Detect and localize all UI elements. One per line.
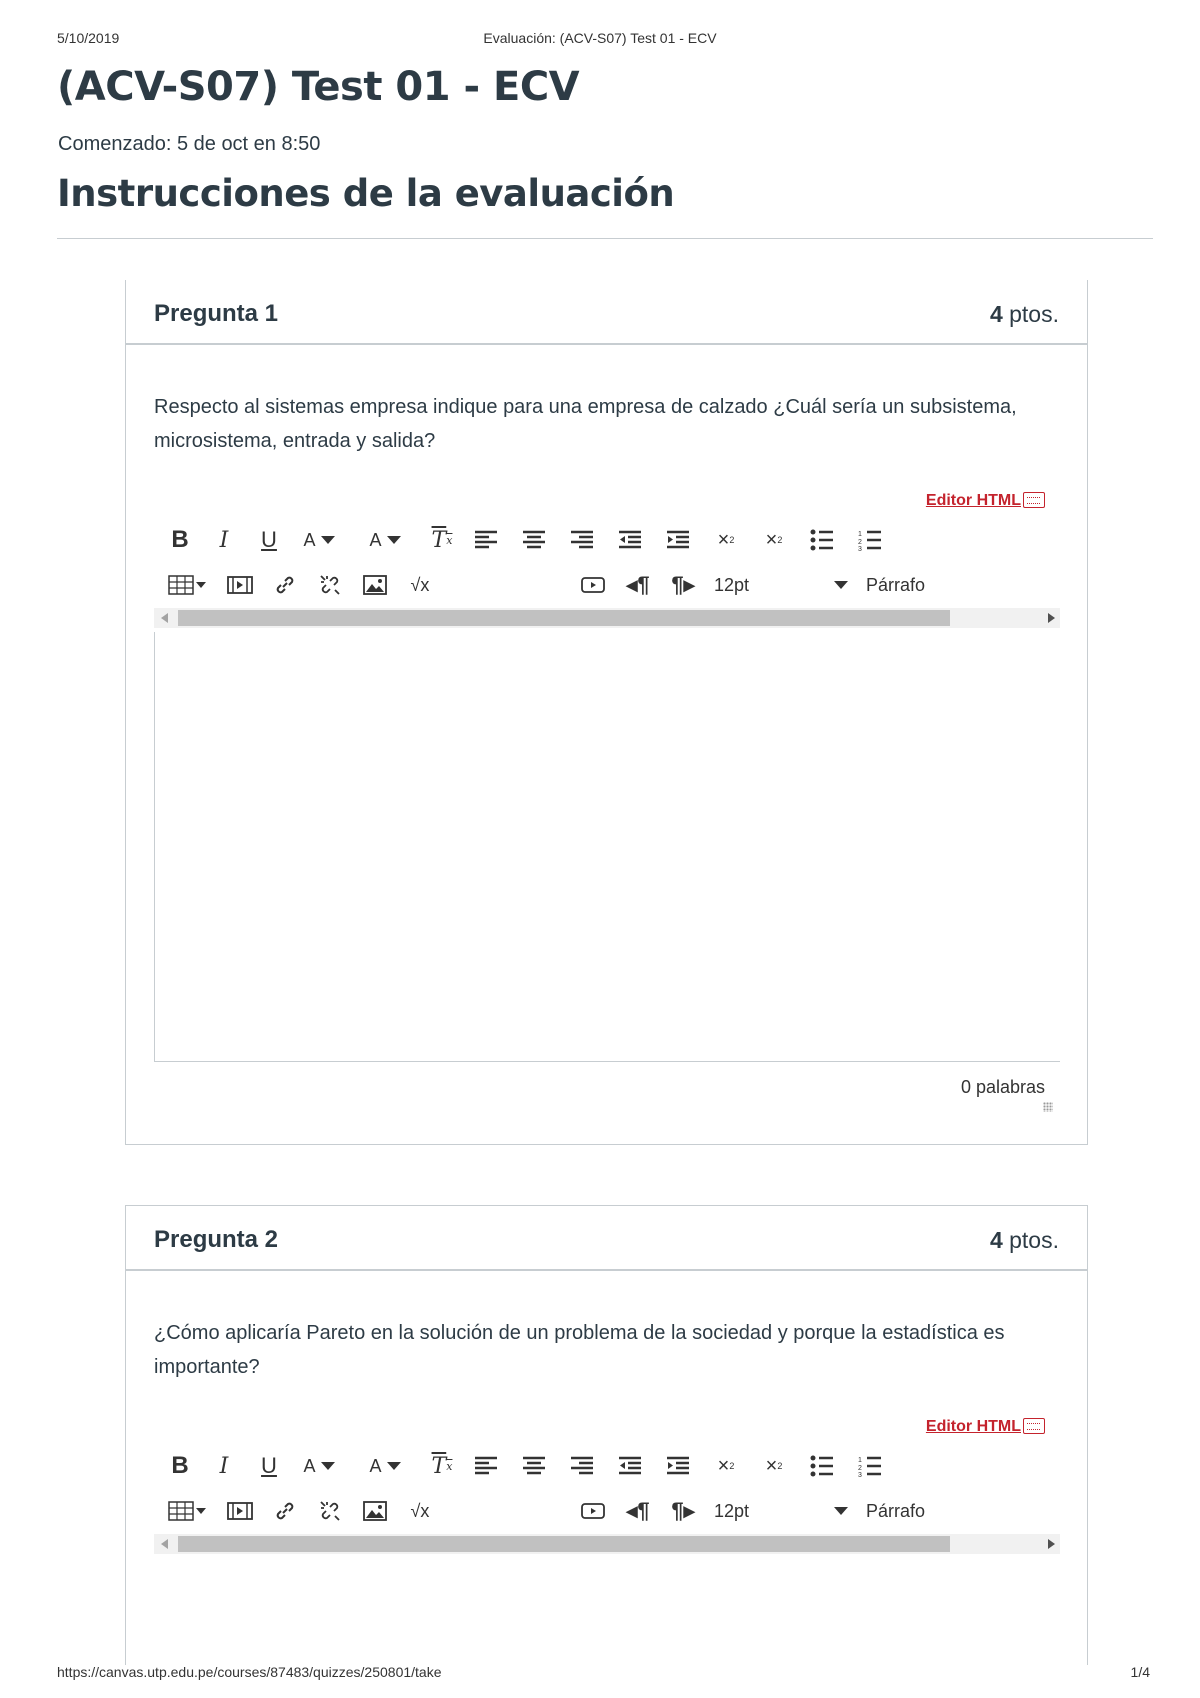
print-date: 5/10/2019: [57, 30, 120, 46]
question-card-2: [125, 1205, 1088, 1665]
superscript-icon[interactable]: × 2: [717, 1454, 735, 1477]
align-left-icon[interactable]: [472, 525, 500, 555]
bold-icon[interactable]: B: [171, 526, 189, 553]
underline-icon[interactable]: U: [261, 1453, 277, 1478]
quiz-start-time: Comenzado: 5 de oct en 8:50: [58, 133, 321, 155]
bullet-list-icon[interactable]: [808, 525, 836, 555]
editor-toolbar-row-1: [166, 1451, 1046, 1481]
align-center-icon[interactable]: [520, 525, 548, 555]
align-right-icon[interactable]: [568, 1451, 596, 1481]
keyboard-icon: [1023, 1418, 1045, 1434]
answer-editor[interactable]: [154, 632, 1060, 1062]
question-points: [990, 1227, 1059, 1254]
italic-icon[interactable]: I: [219, 527, 229, 553]
outdent-icon[interactable]: [616, 1451, 644, 1481]
question-name: Pregunta 2: [154, 1226, 279, 1253]
chevron-down-icon[interactable]: [831, 570, 851, 600]
html-editor-toggle[interactable]: [926, 492, 1045, 510]
table-icon[interactable]: [166, 570, 210, 600]
embed-video-icon[interactable]: [579, 1496, 607, 1526]
keyboard-icon: [1023, 492, 1045, 508]
scrollbar-thumb[interactable]: [178, 610, 950, 626]
svg-text:1: 1: [858, 531, 862, 538]
html-editor-label: Editor HTML: [925, 492, 1021, 509]
editor-toolbar-row-1: [166, 525, 1046, 555]
numbered-list-icon[interactable]: [856, 525, 884, 555]
unlink-icon[interactable]: [316, 1496, 344, 1526]
word-count: 0 palabras: [960, 1077, 1045, 1097]
link-icon[interactable]: [271, 1496, 299, 1526]
unlink-icon[interactable]: [316, 570, 344, 600]
points-value: 4: [989, 1227, 1003, 1253]
image-icon[interactable]: [361, 1496, 389, 1526]
rtl-icon[interactable]: ¶▸: [671, 1498, 695, 1523]
outdent-icon[interactable]: [616, 525, 644, 555]
font-size-select[interactable]: 12pt: [714, 574, 750, 595]
background-color-icon[interactable]: A: [362, 525, 408, 555]
numbered-list-icon[interactable]: [856, 1451, 884, 1481]
svg-text:2: 2: [858, 539, 862, 546]
question-text: Respecto al sistemas empresa indique para una empresa de calzado ¿Cuál sería un subsistema, microsistema, entrada y salida?: [154, 396, 1017, 452]
text-color-icon[interactable]: A: [296, 525, 342, 555]
scroll-left-icon[interactable]: [161, 1539, 168, 1549]
svg-text:3: 3: [858, 1472, 862, 1477]
font-size-select[interactable]: 12pt: [714, 1500, 750, 1521]
media-icon[interactable]: [226, 570, 254, 600]
bold-icon[interactable]: B: [171, 1452, 189, 1479]
html-editor-toggle[interactable]: [926, 1418, 1045, 1436]
link-icon[interactable]: [271, 570, 299, 600]
rtl-icon[interactable]: ¶▸: [671, 572, 695, 597]
italic-icon[interactable]: I: [219, 1453, 229, 1479]
question-points: [990, 301, 1059, 328]
image-icon[interactable]: [361, 570, 389, 600]
embed-video-icon[interactable]: [579, 570, 607, 600]
clear-formatting-icon[interactable]: T x: [431, 527, 453, 553]
math-equation-icon[interactable]: √x: [410, 574, 430, 595]
paragraph-format-select[interactable]: Párrafo: [866, 574, 926, 595]
math-equation-icon[interactable]: √x: [410, 1500, 430, 1521]
scroll-left-icon[interactable]: [161, 613, 168, 623]
bullet-list-icon[interactable]: [808, 1451, 836, 1481]
align-right-icon[interactable]: [568, 525, 596, 555]
indent-icon[interactable]: [664, 525, 692, 555]
resize-handle[interactable]: [1043, 1102, 1053, 1112]
svg-text:2: 2: [858, 1465, 862, 1472]
subscript-icon[interactable]: × 2: [765, 1454, 783, 1477]
divider: [57, 238, 1153, 239]
page-url: https://canvas.utp.edu.pe/courses/87483/quizzes/250801/take: [57, 1664, 442, 1680]
clear-formatting-icon[interactable]: T x: [431, 1453, 453, 1479]
question-header: [126, 280, 1087, 345]
align-left-icon[interactable]: [472, 1451, 500, 1481]
print-header: [0, 30, 1200, 50]
subscript-icon[interactable]: × 2: [765, 528, 783, 551]
points-unit: ptos.: [1009, 1227, 1059, 1253]
underline-icon[interactable]: U: [261, 527, 277, 552]
question-card-1: [125, 280, 1088, 1145]
scroll-right-icon[interactable]: [1048, 1539, 1055, 1549]
indent-icon[interactable]: [664, 1451, 692, 1481]
quiz-title: (ACV-S07) Test 01 - ECV: [57, 64, 580, 110]
media-icon[interactable]: [226, 1496, 254, 1526]
scrollbar-thumb[interactable]: [178, 1536, 950, 1552]
editor-toolbar-row-2: [166, 1496, 1046, 1526]
chevron-down-icon[interactable]: [831, 1496, 851, 1526]
table-icon[interactable]: [166, 1496, 210, 1526]
ltr-icon[interactable]: ◂¶: [626, 572, 650, 597]
points-unit: ptos.: [1009, 301, 1059, 327]
print-document-title: Evaluación: (ACV-S07) Test 01 - ECV: [483, 30, 717, 46]
instructions-heading: Instrucciones de la evaluación: [57, 172, 675, 215]
points-value: 4: [989, 301, 1003, 327]
paragraph-format-select[interactable]: Párrafo: [866, 1500, 926, 1521]
page-number: 1/4: [1130, 1664, 1150, 1680]
svg-text:1: 1: [858, 1457, 862, 1464]
horizontal-scrollbar[interactable]: [154, 1534, 1060, 1554]
question-header: [126, 1206, 1087, 1271]
svg-text:3: 3: [858, 546, 862, 551]
horizontal-scrollbar[interactable]: [154, 608, 1060, 628]
editor-toolbar-row-2: [166, 570, 1046, 600]
ltr-icon[interactable]: ◂¶: [626, 1498, 650, 1523]
question-name: Pregunta 1: [154, 300, 279, 327]
scroll-right-icon[interactable]: [1048, 613, 1055, 623]
question-text: ¿Cómo aplicaría Pareto en la solución de un problema de la sociedad y porque la estadística es importante?: [154, 1322, 1005, 1378]
html-editor-label: Editor HTML: [925, 1418, 1021, 1435]
text-color-icon[interactable]: A: [296, 1451, 342, 1481]
align-center-icon[interactable]: [520, 1451, 548, 1481]
background-color-icon[interactable]: A: [362, 1451, 408, 1481]
superscript-icon[interactable]: × 2: [717, 528, 735, 551]
